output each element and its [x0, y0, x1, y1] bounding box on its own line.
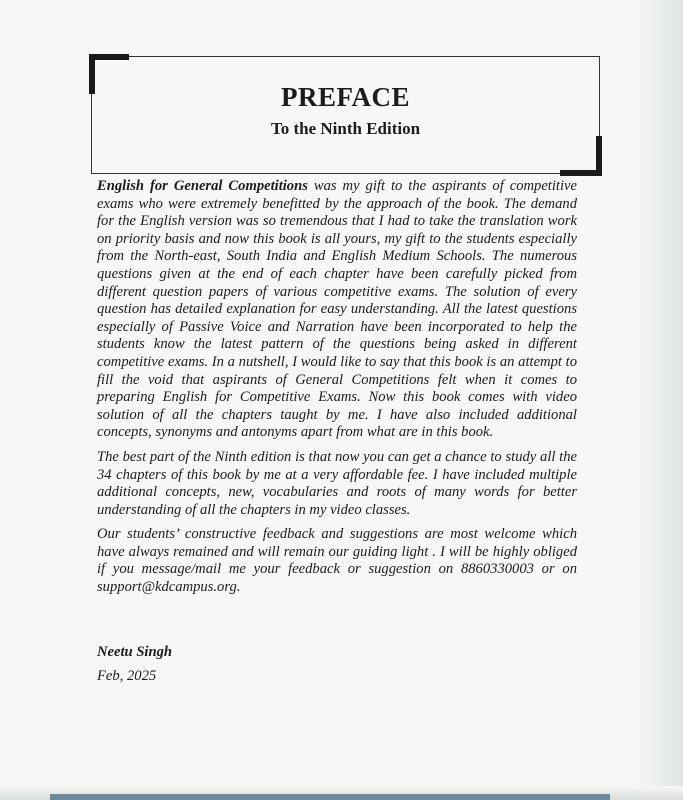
paragraph-1-text: was my gift to the aspirants of competitive exams who were extremely benefitted by the approach of the book. The demand for the English version was so tremendous that I had to take the translation work on priority basis and now this book is all yours, my gift to the students especially from the North-east, South India and English Medium Schools. The numerous questions given at the end of each chapter have been carefully picked from different question papers of various competitive exams. The solution of every question has detailed explanation for easy understanding. All the latest questions especially of Passive Voice and Narration have been incorporated to help the students know the latest pattern of the questions being asked in different competitive exams. In a nutshell, I would like to say that this book is an attempt to fill the void that aspirants of General Competitions felt when it comes to preparing English for Competitive Exams. Now this book comes with video solution of all the chapters taught by me. I have also included additional concepts, synonyms and antonyms apart from what are in this book.: [97, 178, 577, 441]
paragraph-1: [97, 178, 577, 442]
paragraph-3: Our students’ constructive feedback and suggestions are most welcome which have always remained and will remain our guiding light . I will be highly obliged if you message/mail me your feedback or suggestion on 8860330003 or on support@kdcampus.org.: [97, 526, 577, 596]
book-title-lead: English for General Competitions: [97, 178, 308, 194]
book-cover-strip: [50, 794, 610, 800]
paragraph-2: The best part of the Ninth edition is that now you can get a chance to study all the 34 chapters of this book by me at a very affordable fee. I have included multiple additional concepts, new, vocabularies and roots of many words for better understanding of all the chapters in my video classes.: [97, 448, 577, 518]
title-frame: [91, 56, 600, 174]
frame-corner-top-left: [89, 54, 129, 60]
frame-corner-bottom-right-vertical: [596, 136, 602, 176]
preface-date: Feb, 2025: [97, 668, 157, 684]
page-title: PREFACE: [281, 82, 410, 112]
author-signature: Neetu Singh: [97, 644, 173, 660]
page-edge-shadow: [637, 0, 683, 800]
preface-body: [97, 178, 577, 604]
page-subtitle: To the Ninth Edition: [270, 119, 421, 138]
